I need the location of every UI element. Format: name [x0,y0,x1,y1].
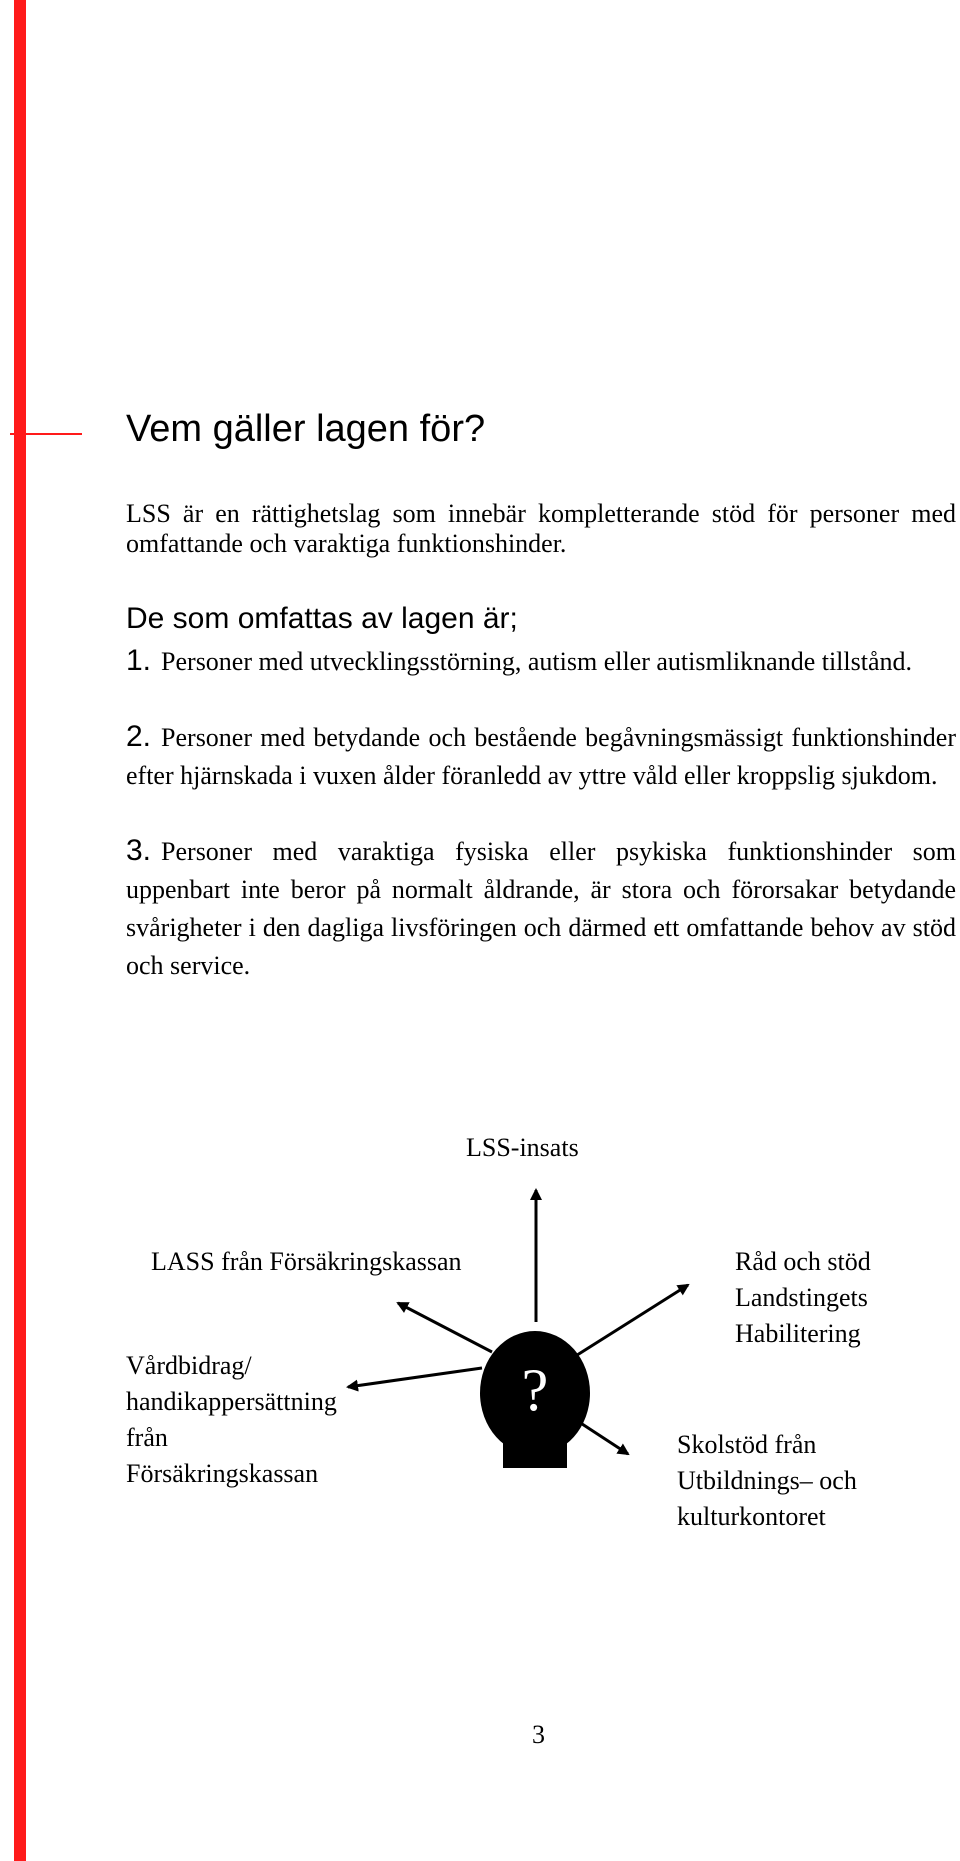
list-item-text: Personer med betydande och bestående begåvningsmässigt funktionshinder efter hjärnskada i vuxen ålder föranledd av yttre våld eller kroppslig sjukdom. [126,723,956,790]
label-rad-och-stod: Råd och stöd Landstingets Habilitering [735,1247,871,1348]
list-intro: De som omfattas av lagen är; [126,602,518,635]
list-item-text: Personer med varaktiga fysiska eller psykiska funktionshinder som uppenbart inte beror på normalt åldrande, är stora och förorsakar betydande svårigheter i den dagliga livsföringen och därmed ett omfattande behov av stöd och service. [126,837,956,980]
arrow-left [348,1368,482,1387]
arrow-lower-right [576,1420,628,1454]
label-lss-insats: LSS-insats [466,1133,579,1162]
label-vardbidrag: Vårdbidrag/ handikappersättning från Försäkringskassan [126,1351,337,1488]
center-question-mark: ? [521,1357,549,1423]
page-heading: Vem gäller lagen för? [126,408,486,450]
arrow-upper-right [574,1285,688,1357]
arrow-upper-left [398,1303,492,1352]
list-item-text: Personer med utvecklingsstörning, autism eller autismliknande tillstånd. [161,647,913,676]
list-item-number: 3. [126,834,152,867]
list-item-number: 1. [126,644,152,677]
intro-paragraph: LSS är en rättighetslag som innebär kompletterande stöd för personer med omfattande och varaktiga funktionshinder. [126,499,956,558]
page-number: 3 [532,1720,545,1749]
label-lass: LASS från Försäkringskassan [151,1247,462,1276]
list-item-number: 2. [126,720,152,753]
label-skolstod: Skolstöd från Utbildnings– och kulturkontoret [677,1430,857,1531]
